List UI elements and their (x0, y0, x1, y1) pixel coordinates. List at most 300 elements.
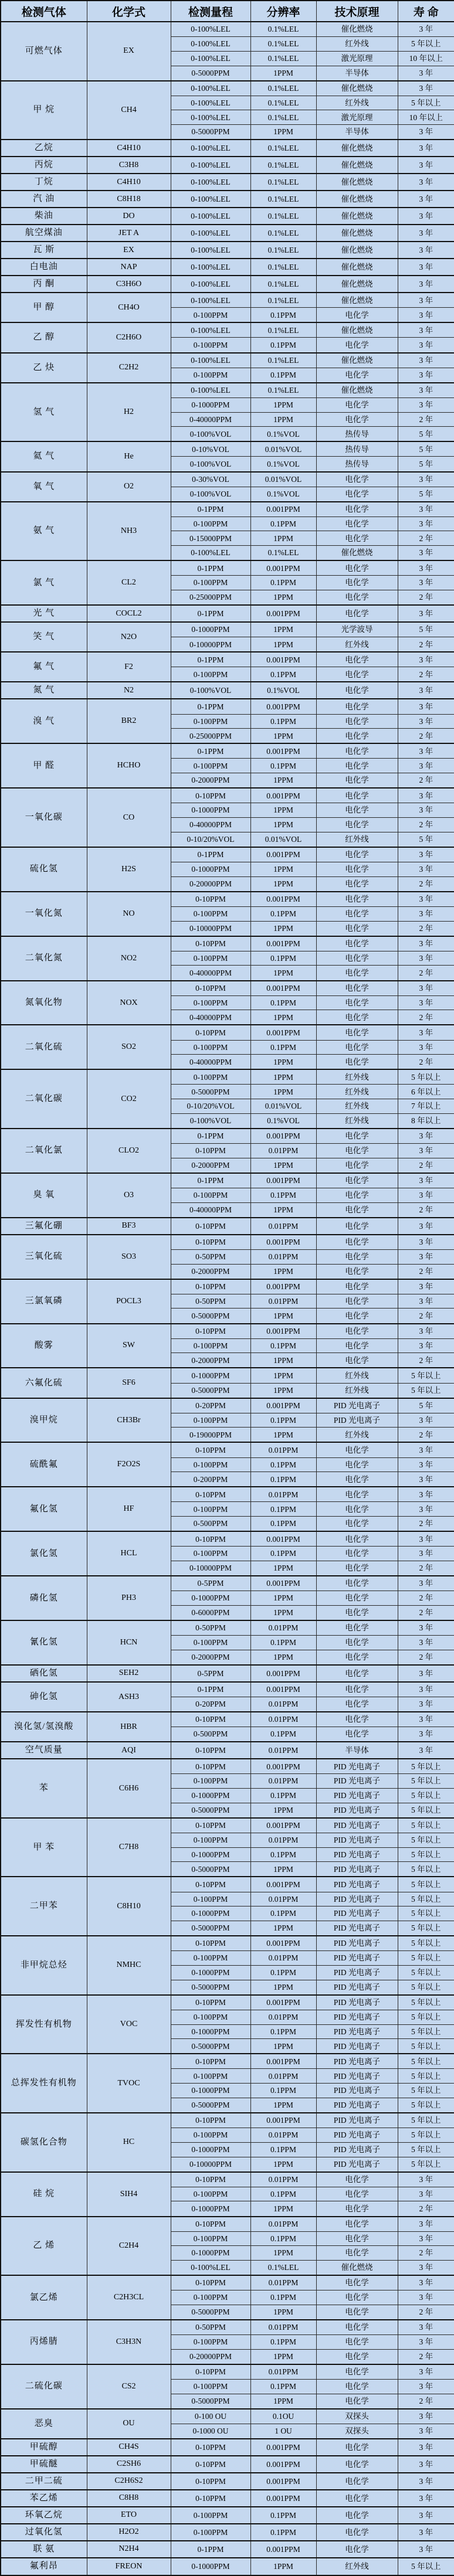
resolution-cell: 0.1%LEL (250, 293, 316, 308)
principle-cell: PID 光电离子 (316, 1995, 398, 2010)
lifespan-cell: 5 年以上 (398, 1774, 454, 1789)
range-cell: 0-1PPM (171, 2541, 250, 2558)
formula-cell: O2 (87, 472, 171, 502)
resolution-cell: 0.001PPM (250, 1235, 316, 1250)
principle-cell: PID 光电离子 (316, 2098, 398, 2113)
resolution-cell: 1PPM (250, 637, 316, 653)
range-cell: 0-10PPM (171, 892, 250, 907)
range-cell: 0-10/20%VOL (171, 832, 250, 847)
header-gas-name: 检测气体 (1, 1, 87, 22)
formula-cell: C2H2 (87, 353, 171, 383)
resolution-cell: 0.1PPM (250, 1636, 316, 1650)
range-cell: 0-100 OU (171, 2409, 250, 2424)
principle-cell: 电化学 (316, 876, 398, 892)
gas-name-cell: 砷化氢 (1, 1682, 87, 1712)
resolution-cell: 0.1PPM (250, 1965, 316, 1980)
resolution-cell: 1PPM (250, 1309, 316, 1324)
principle-cell: 催化燃烧 (316, 225, 398, 242)
resolution-cell: 0.1PPM (250, 2024, 316, 2039)
principle-cell: 光学波导 (316, 622, 398, 637)
lifespan-cell: 3 年 (398, 951, 454, 966)
principle-cell: 电化学 (316, 1531, 398, 1547)
range-cell: 0-2000PPM (171, 773, 250, 789)
resolution-cell: 0.1PPM (250, 2335, 316, 2350)
gas-name-cell: 氮 气 (1, 682, 87, 699)
range-cell: 0-1000PPM (171, 1368, 250, 1383)
range-cell: 0-100%LEL (171, 546, 250, 561)
principle-cell: 激光原理 (316, 51, 398, 66)
resolution-cell: 1PPM (250, 1055, 316, 1070)
resolution-cell: 0.1%LEL (250, 110, 316, 125)
principle-cell: 电化学 (316, 2201, 398, 2217)
gas-name-cell: 三氟化硼 (1, 1218, 87, 1235)
range-cell: 0-100PPM (171, 368, 250, 383)
table-row (1, 1442, 454, 1457)
principle-cell: 电化学 (316, 2275, 398, 2290)
lifespan-cell: 3 年 (398, 1472, 454, 1487)
range-cell: 0-100%LEL (171, 140, 250, 157)
resolution-cell: 0.001PPM (250, 847, 316, 862)
lifespan-cell: 3 年 (398, 936, 454, 951)
range-cell: 0-100PPM (171, 516, 250, 531)
resolution-cell: 1PPM (250, 1069, 316, 1085)
formula-cell: N2 (87, 682, 171, 699)
resolution-cell: 0.001PPM (250, 1936, 316, 1951)
resolution-cell: 0.1PPM (250, 1472, 316, 1487)
formula-cell: NMHC (87, 1936, 171, 1995)
principle-cell: 催化燃烧 (316, 81, 398, 96)
formula-cell: SIH4 (87, 2172, 171, 2217)
formula-cell: SW (87, 1324, 171, 1368)
resolution-cell: 0.001PPM (250, 892, 316, 907)
lifespan-cell: 5 年以上 (398, 2098, 454, 2113)
lifespan-cell: 3 年 (398, 125, 454, 140)
principle-cell: 电化学 (316, 2305, 398, 2320)
lifespan-cell: 2 年 (398, 1561, 454, 1576)
lifespan-cell: 5 年以上 (398, 2054, 454, 2069)
range-cell: 0-1000PPM (171, 2084, 250, 2098)
range-cell: 0-15000PPM (171, 531, 250, 546)
lifespan-cell: 5 年以上 (398, 1383, 454, 1398)
principle-cell: 电化学 (316, 1605, 398, 1620)
resolution-cell: 0.1PPM (250, 576, 316, 590)
formula-cell: H2 (87, 383, 171, 442)
resolution-cell: 0.1%VOL (250, 427, 316, 442)
principle-cell: 热传导 (316, 441, 398, 457)
resolution-cell: 1PPM (250, 1158, 316, 1173)
formula-cell: O3 (87, 1173, 171, 1218)
gas-name-cell: 溴化氢/氢溴酸 (1, 1712, 87, 1742)
resolution-cell: 0.001PPM (250, 2541, 316, 2558)
resolution-cell: 0.1OU (250, 2409, 316, 2424)
range-cell: 0-100PPM (171, 2290, 250, 2305)
principle-cell: 电化学 (316, 1457, 398, 1472)
lifespan-cell: 2 年 (398, 921, 454, 936)
lifespan-cell: 3 年 (398, 2364, 454, 2380)
resolution-cell: 1PPM (250, 2201, 316, 2217)
lifespan-cell: 5 年 (398, 487, 454, 502)
resolution-cell: 0.01PPM (250, 1697, 316, 1712)
range-cell: 0-500PPM (171, 1517, 250, 1532)
table-row (1, 605, 454, 622)
formula-cell: FREON (87, 2558, 171, 2575)
principle-cell: 电化学 (316, 2490, 398, 2507)
resolution-cell: 0.001PPM (250, 699, 316, 714)
lifespan-cell: 5 年以上 (398, 1965, 454, 1980)
gas-name-cell: 环氧乙烷 (1, 2507, 87, 2524)
resolution-cell: 0.1PPM (250, 951, 316, 966)
gas-name-cell: 航空煤油 (1, 225, 87, 242)
resolution-cell: 0.1%LEL (250, 22, 316, 37)
lifespan-cell: 2 年 (398, 2201, 454, 2217)
range-cell: 0-100%LEL (171, 225, 250, 242)
resolution-cell: 0.001PPM (250, 1173, 316, 1188)
range-cell: 0-100PPM (171, 2335, 250, 2350)
range-cell: 0-10PPM (171, 2473, 250, 2490)
formula-cell: TVOC (87, 2054, 171, 2113)
lifespan-cell: 3 年 (398, 1636, 454, 1650)
resolution-cell: 0.1%LEL (250, 242, 316, 259)
gas-name-cell: 苯乙烯 (1, 2490, 87, 2507)
principle-cell: 电化学 (316, 576, 398, 590)
gas-name-cell: 氰化氢 (1, 1620, 87, 1665)
principle-cell: 电化学 (316, 892, 398, 907)
lifespan-cell: 5 年 (398, 832, 454, 847)
resolution-cell: 0.001PPM (250, 1995, 316, 2010)
principle-cell: 红外线 (316, 1085, 398, 1099)
lifespan-cell: 5 年以上 (398, 1818, 454, 1833)
range-cell: 0-100PPM (171, 2128, 250, 2143)
range-cell: 0-100%LEL (171, 276, 250, 293)
range-cell: 0-10PPM (171, 1235, 250, 1250)
header-resolution: 分辨率 (250, 1, 316, 22)
principle-cell: 电化学 (316, 487, 398, 502)
lifespan-cell: 5 年以上 (398, 2128, 454, 2143)
resolution-cell: 0.1%LEL (250, 322, 316, 338)
gas-name-cell: 丙烷 (1, 157, 87, 174)
header-row (1, 1, 454, 22)
lifespan-cell: 3 年 (398, 1547, 454, 1561)
principle-cell: 电化学 (316, 1338, 398, 1353)
header-technology: 技术原理 (316, 1, 398, 22)
lifespan-cell: 2 年 (398, 1158, 454, 1173)
range-cell: 0-5PPM (171, 1665, 250, 1682)
gas-name-cell: 六氟化硫 (1, 1368, 87, 1398)
lifespan-cell: 3 年 (398, 788, 454, 803)
resolution-cell: 0.1%LEL (250, 276, 316, 293)
lifespan-cell: 3 年 (398, 242, 454, 259)
lifespan-cell: 2 年 (398, 1309, 454, 1324)
table-row (1, 293, 454, 308)
lifespan-cell: 3 年 (398, 1294, 454, 1309)
lifespan-cell: 6 年以上 (398, 1085, 454, 1099)
principle-cell: 电化学 (316, 1682, 398, 1697)
resolution-cell: 0.1PPM (250, 2084, 316, 2098)
table-row (1, 560, 454, 576)
gas-name-cell: 柴油 (1, 208, 87, 225)
range-cell: 0-100PPM (171, 2524, 250, 2541)
range-cell: 0-10PPM (171, 2217, 250, 2232)
range-cell: 0-100%LEL (171, 22, 250, 37)
resolution-cell: 0.001PPM (250, 981, 316, 996)
gas-name-cell: 丙 酮 (1, 276, 87, 293)
principle-cell: 电化学 (316, 2335, 398, 2350)
range-cell: 0-100%LEL (171, 383, 250, 398)
principle-cell: 红外线 (316, 1368, 398, 1383)
lifespan-cell: 5 年以上 (398, 2142, 454, 2157)
table-row (1, 1995, 454, 2010)
resolution-cell: 1PPM (250, 531, 316, 546)
principle-cell: 电化学 (316, 1040, 398, 1055)
lifespan-cell: 2 年 (398, 966, 454, 981)
principle-cell: 电化学 (316, 759, 398, 773)
resolution-cell: 0.1PPM (250, 308, 316, 323)
range-cell: 0-100PPM (171, 759, 250, 773)
lifespan-cell: 2 年 (398, 2246, 454, 2261)
range-cell: 0-1000PPM (171, 862, 250, 876)
lifespan-cell: 3 年 (398, 652, 454, 667)
gas-name-cell: 丙烯腈 (1, 2320, 87, 2364)
formula-cell: COCL2 (87, 605, 171, 622)
lifespan-cell: 3 年 (398, 1144, 454, 1158)
resolution-cell: 0.1%LEL (250, 225, 316, 242)
formula-cell: CH4 (87, 81, 171, 140)
lifespan-cell: 3 年 (398, 2439, 454, 2456)
principle-cell: 电化学 (316, 995, 398, 1010)
lifespan-cell: 3 年 (398, 2187, 454, 2201)
range-cell: 0-100PPM (171, 1338, 250, 1353)
principle-cell: 电化学 (316, 1235, 398, 1250)
lifespan-cell: 5 年以上 (398, 1759, 454, 1774)
lifespan-cell: 3 年 (398, 472, 454, 487)
lifespan-cell: 3 年 (398, 847, 454, 862)
table-row (1, 622, 454, 637)
lifespan-cell: 3 年 (398, 2541, 454, 2558)
resolution-cell: 0.01PPM (250, 1833, 316, 1847)
range-cell: 0-100PPM (171, 1636, 250, 1650)
principle-cell: PID 光电离子 (316, 2054, 398, 2069)
range-cell: 0-40000PPM (171, 1055, 250, 1070)
range-cell: 0-100%LEL (171, 157, 250, 174)
range-cell: 0-100PPM (171, 2010, 250, 2024)
resolution-cell: 0.01PPM (250, 2217, 316, 2232)
resolution-cell: 0.001PPM (250, 1877, 316, 1892)
principle-cell: 电化学 (316, 1324, 398, 1339)
principle-cell: 电化学 (316, 773, 398, 789)
lifespan-cell: 3 年 (398, 2231, 454, 2246)
gas-name-cell: 氟利昂 (1, 2558, 87, 2575)
lifespan-cell: 3 年 (398, 1324, 454, 1339)
gas-name-cell: 可燃气体 (1, 22, 87, 81)
resolution-cell: 0.1%LEL (250, 191, 316, 208)
resolution-cell: 0.01PPM (250, 2172, 316, 2187)
principle-cell: 电化学 (316, 1591, 398, 1606)
resolution-cell: 0.1PPM (250, 2142, 316, 2157)
range-cell: 0-10PPM (171, 1936, 250, 1951)
principle-cell: 电化学 (316, 1202, 398, 1218)
range-cell: 0-2000PPM (171, 1264, 250, 1279)
range-cell: 0-100%LEL (171, 208, 250, 225)
principle-cell: 电化学 (316, 397, 398, 412)
resolution-cell: 1PPM (250, 412, 316, 427)
lifespan-cell: 5 年以上 (398, 2024, 454, 2039)
table-row (1, 174, 454, 191)
lifespan-cell: 3 年 (398, 862, 454, 876)
resolution-cell: 0.001PPM (250, 502, 316, 517)
principle-cell: 电化学 (316, 1487, 398, 1502)
range-cell: 0-25000PPM (171, 590, 250, 606)
resolution-cell: 0.1PPM (250, 1413, 316, 1428)
resolution-cell: 0.1%LEL (250, 2261, 316, 2276)
range-cell: 0-1000PPM (171, 803, 250, 818)
lifespan-cell: 5 年以上 (398, 1862, 454, 1877)
range-cell: 0-100PPM (171, 308, 250, 323)
lifespan-cell: 2 年 (398, 1010, 454, 1025)
lifespan-cell: 5 年 (398, 441, 454, 457)
lifespan-cell: 5 年以上 (398, 2069, 454, 2084)
range-cell: 0-1000PPM (171, 2024, 250, 2039)
lifespan-cell: 3 年 (398, 2490, 454, 2507)
lifespan-cell: 3 年 (398, 1487, 454, 1502)
table-row (1, 2524, 454, 2541)
formula-cell: HBR (87, 1712, 171, 1742)
principle-cell: 电化学 (316, 2217, 398, 2232)
lifespan-cell: 3 年 (398, 516, 454, 531)
resolution-cell: 0.01PPM (250, 1249, 316, 1264)
resolution-cell: 1PPM (250, 773, 316, 789)
gas-name-cell: 丁烷 (1, 174, 87, 191)
range-cell: 0-5000PPM (171, 66, 250, 81)
principle-cell: 电化学 (316, 936, 398, 951)
range-cell: 0-1000PPM (171, 2142, 250, 2157)
resolution-cell: 1PPM (250, 1085, 316, 1099)
gas-name-cell: 磷化氢 (1, 1576, 87, 1620)
table-row (1, 699, 454, 714)
resolution-cell: 0.1%VOL (250, 682, 316, 699)
lifespan-cell: 2 年 (398, 1353, 454, 1368)
principle-cell: 红外线 (316, 1099, 398, 1114)
range-cell: 0-10PPM (171, 1759, 250, 1774)
principle-cell: PID 光电离子 (316, 1818, 398, 1833)
range-cell: 0-10PPM (171, 2439, 250, 2456)
table-row (1, 2364, 454, 2380)
resolution-cell: 1PPM (250, 862, 316, 876)
range-cell: 0-100%LEL (171, 242, 250, 259)
table-row (1, 1368, 454, 1383)
gas-name-cell: 恶臭 (1, 2409, 87, 2439)
principle-cell: 催化燃烧 (316, 383, 398, 398)
resolution-cell: 0.1PPM (250, 714, 316, 729)
resolution-cell: 0.1PPM (250, 1040, 316, 1055)
principle-cell: 电化学 (316, 1561, 398, 1576)
lifespan-cell: 3 年 (398, 308, 454, 323)
resolution-cell: 0.01PPM (250, 2010, 316, 2024)
resolution-cell: 0.1%LEL (250, 51, 316, 66)
table-row (1, 2409, 454, 2424)
resolution-cell: 0.001PPM (250, 1279, 316, 1294)
principle-cell: 电化学 (316, 1712, 398, 1727)
lifespan-cell: 3 年 (398, 1665, 454, 1682)
resolution-cell: 0.001PPM (250, 1665, 316, 1682)
principle-cell: 电化学 (316, 1264, 398, 1279)
range-cell: 0-1PPM (171, 605, 250, 622)
range-cell: 0-10PPM (171, 1218, 250, 1235)
header-lifespan: 寿 命 (398, 1, 454, 22)
range-cell: 0-5000PPM (171, 1862, 250, 1877)
resolution-cell: 0.001PPM (250, 1025, 316, 1040)
gas-name-cell: 三氯氧磷 (1, 1279, 87, 1324)
principle-cell: 催化燃烧 (316, 140, 398, 157)
range-cell: 0-5000PPM (171, 1383, 250, 1398)
resolution-cell: 0.001PPM (250, 560, 316, 576)
range-cell: 0-19000PPM (171, 1428, 250, 1443)
table-row (1, 1682, 454, 1697)
principle-cell: 电化学 (316, 368, 398, 383)
lifespan-cell: 3 年 (398, 208, 454, 225)
principle-cell: 双探头 (316, 2424, 398, 2439)
resolution-cell: 0.1%LEL (250, 174, 316, 191)
range-cell: 0-1000PPM (171, 397, 250, 412)
table-row (1, 1173, 454, 1188)
range-cell: 0-100%LEL (171, 353, 250, 368)
principle-cell: 电化学 (316, 1650, 398, 1665)
gas-name-cell: 氦 气 (1, 441, 87, 471)
range-cell: 0-100PPM (171, 576, 250, 590)
formula-cell: C2H4 (87, 2217, 171, 2276)
table-row (1, 892, 454, 907)
resolution-cell: 0.1PPM (250, 1502, 316, 1517)
gas-name-cell: 氯乙烯 (1, 2275, 87, 2320)
resolution-cell: 1PPM (250, 2098, 316, 2113)
lifespan-cell: 3 年 (398, 22, 454, 37)
lifespan-cell: 5 年以上 (398, 1877, 454, 1892)
resolution-cell: 0.01PPM (250, 1712, 316, 1727)
resolution-cell: 0.1%LEL (250, 140, 316, 157)
lifespan-cell: 3 年 (398, 2424, 454, 2439)
resolution-cell: 1PPM (250, 1428, 316, 1443)
formula-cell: H2O2 (87, 2524, 171, 2541)
resolution-cell: 0.001PPM (250, 2054, 316, 2069)
resolution-cell: 1PPM (250, 1591, 316, 1606)
lifespan-cell: 3 年 (398, 2473, 454, 2490)
gas-name-cell: 氢 气 (1, 383, 87, 442)
range-cell: 0-10PPM (171, 1995, 250, 2010)
resolution-cell: 0.1%LEL (250, 383, 316, 398)
principle-cell: 电化学 (316, 1665, 398, 1682)
principle-cell: 电化学 (316, 966, 398, 981)
range-cell: 0-100%LEL (171, 174, 250, 191)
lifespan-cell: 3 年 (398, 368, 454, 383)
gas-name-cell: 乙 烯 (1, 2217, 87, 2276)
principle-cell: 电化学 (316, 2290, 398, 2305)
range-cell: 0-5000PPM (171, 2394, 250, 2409)
range-cell: 0-100%LEL (171, 2261, 250, 2276)
lifespan-cell: 5 年 (398, 622, 454, 637)
lifespan-cell: 5 年以上 (398, 2084, 454, 2098)
lifespan-cell: 3 年 (398, 1040, 454, 1055)
lifespan-cell: 3 年 (398, 546, 454, 561)
table-row (1, 788, 454, 803)
lifespan-cell: 3 年 (398, 66, 454, 81)
formula-cell: EX (87, 22, 171, 81)
resolution-cell: 0.01PPM (250, 2364, 316, 2380)
formula-cell: F2 (87, 652, 171, 682)
resolution-cell: 0.1%LEL (250, 546, 316, 561)
principle-cell: 电化学 (316, 2364, 398, 2380)
header-chemical-formula: 化学式 (87, 1, 171, 22)
principle-cell: PID 光电离子 (316, 2069, 398, 2084)
principle-cell: 电化学 (316, 667, 398, 682)
